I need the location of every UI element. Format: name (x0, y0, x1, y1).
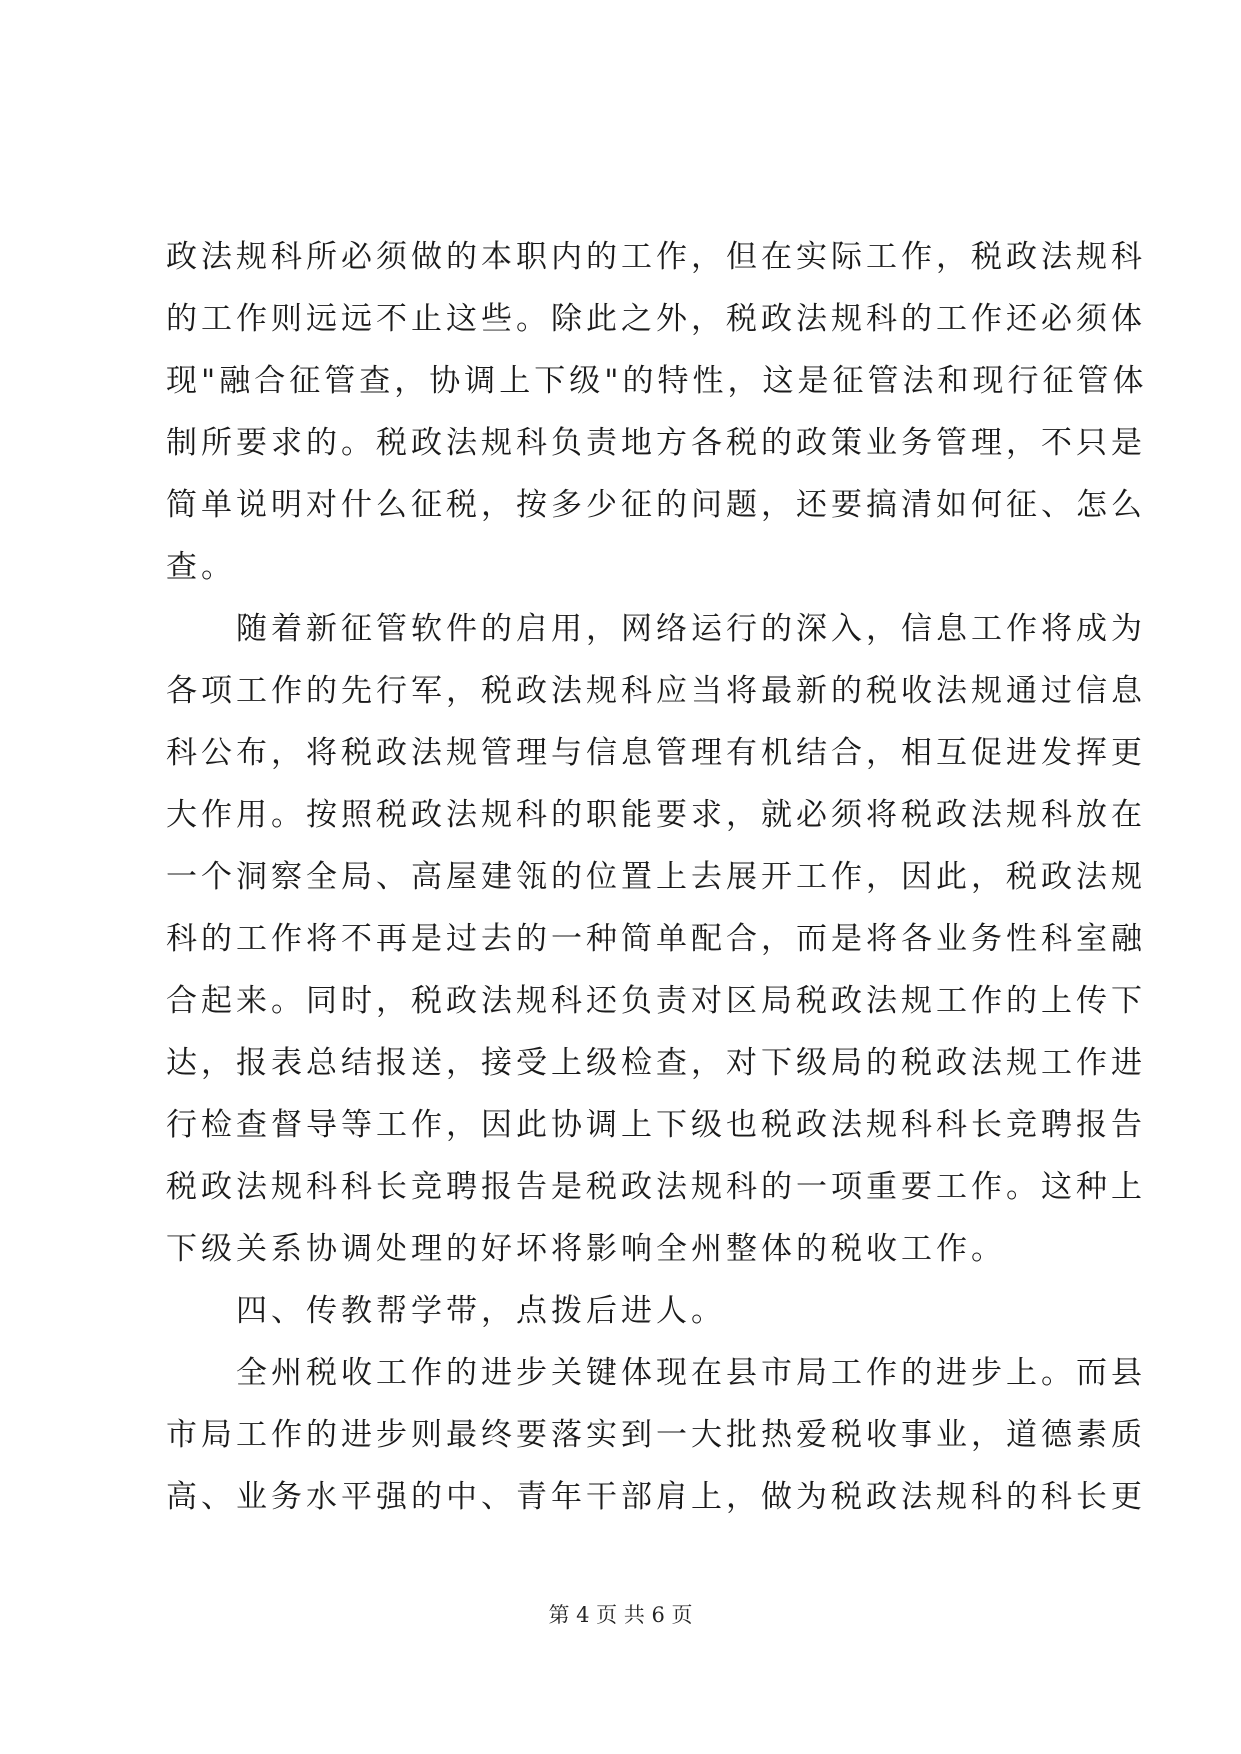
text-line: 全州税收工作的进步关键体现在县市局工作的进步上。而县 (166, 1355, 1146, 1391)
body-text (166, 226, 1148, 1528)
text-line: 一个洞察全局、高屋建瓴的位置上去展开工作，因此，税政法规 (166, 859, 1146, 895)
text-line: 行检查督导等工作，因此协调上下级也税政法规科科长竞聘报告 (166, 1107, 1146, 1143)
text-line: 下级关系协调处理的好坏将影响全州整体的税收工作。 (166, 1231, 1006, 1267)
text-line: 税政法规科科长竞聘报告是税政法规科的一项重要工作。这种上 (166, 1169, 1146, 1205)
text-line: 查。 (166, 549, 236, 585)
text-line: 政法规科所必须做的本职内的工作，但在实际工作，税政法规科 (166, 239, 1146, 275)
text-line: 的工作则远远不止这些。除此之外，税政法规科的工作还必须体 (166, 301, 1146, 337)
section-heading: 四、传教帮学带，点拨后进人。 (166, 1293, 726, 1329)
text-line: 合起来。同时，税政法规科还负责对区局税政法规工作的上传下 (166, 983, 1146, 1019)
text-line: 高、业务水平强的中、青年干部肩上，做为税政法规科的科长更 (166, 1479, 1146, 1515)
text-line: 达，报表总结报送，接受上级检查，对下级局的税政法规工作进 (166, 1045, 1146, 1081)
text-line: 随着新征管软件的启用，网络运行的深入，信息工作将成为 (166, 611, 1146, 647)
text-line: 科公布，将税政法规管理与信息管理有机结合，相互促进发挥更 (166, 735, 1146, 771)
text-line: 市局工作的进步则最终要落实到一大批热爱税收事业，道德素质 (166, 1417, 1146, 1453)
page-number-footer: 第 4 页 共 6 页 (548, 1603, 693, 1627)
text-line: 大作用。按照税政法规科的职能要求，就必须将税政法规科放在 (166, 797, 1146, 833)
text-line: 科的工作将不再是过去的一种简单配合，而是将各业务性科室融 (166, 921, 1146, 957)
text-line: 现"融合征管查，协调上下级"的特性，这是征管法和现行征管体 (166, 363, 1148, 399)
text-line: 简单说明对什么征税，按多少征的问题，还要搞清如何征、怎么 (166, 487, 1146, 523)
text-line: 制所要求的。税政法规科负责地方各税的政策业务管理，不只是 (166, 425, 1146, 461)
text-line: 各项工作的先行军，税政法规科应当将最新的税收法规通过信息 (166, 673, 1146, 709)
